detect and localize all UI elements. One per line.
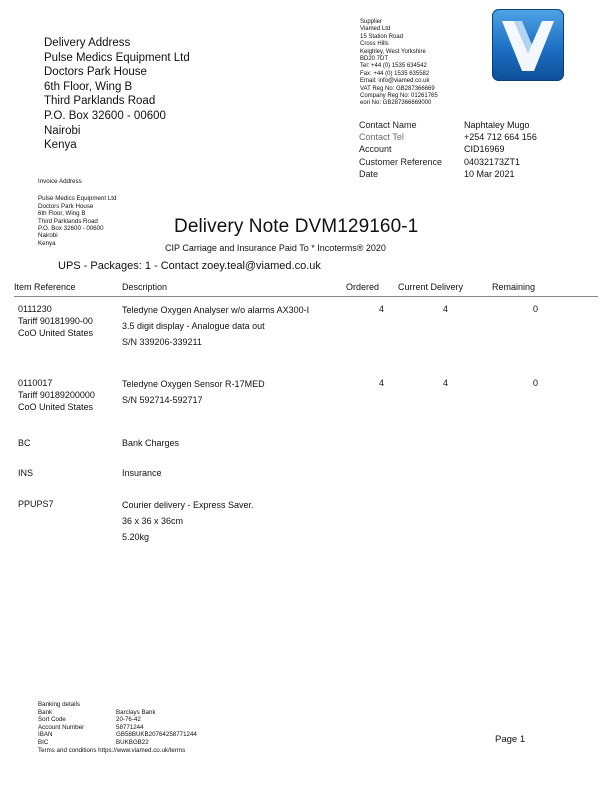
- item-tariff: Tariff 90189200000: [18, 390, 95, 400]
- supplier-line: Fax: +44 (0) 1535 635582: [360, 70, 430, 77]
- delivery-address-line: 6th Floor, Wing B: [44, 80, 133, 93]
- supplier-line: Viamed Ltd: [360, 26, 391, 33]
- delivery-address-label: Delivery Address: [44, 37, 131, 49]
- invoice-address-line: Kenya: [38, 239, 56, 247]
- supplier-details: [360, 19, 438, 108]
- row-item-reference: BC: [18, 438, 31, 448]
- delivery-address-line: Nairobi: [44, 124, 81, 137]
- supplier-line: 15 Station Road: [360, 33, 404, 40]
- item-origin: CoO United States: [18, 328, 94, 338]
- row-current-delivery: 4: [442, 378, 448, 388]
- header-divider: [14, 296, 598, 297]
- row-description: [122, 303, 309, 349]
- page-number: Page 1: [495, 734, 526, 745]
- invoice-address-line: 6th Floor, Wing B: [38, 210, 86, 218]
- viamed-logo: [492, 9, 564, 81]
- contact-name-value: Naphtaley Mugo: [464, 120, 530, 130]
- row-item-reference: INS: [18, 468, 34, 478]
- iban-value: GB58BUKB20764258771244: [116, 731, 197, 739]
- desc-line: 36 x 36 x 36cm: [122, 516, 184, 526]
- bic-key: BIC: [38, 738, 49, 746]
- desc-line: S/N 339206-339211: [122, 337, 202, 347]
- delivery-address-line: Third Parklands Road: [44, 95, 156, 108]
- incoterms-text: CIP Carriage and Insurance Paid To * Incoterms® 2020: [165, 243, 386, 253]
- account-number-key: Account Number: [38, 723, 85, 731]
- supplier-line: Tel: +44 (0) 1535 634542: [360, 63, 427, 70]
- sort-code-value: 20-76-42: [116, 716, 141, 724]
- contact-tel-label: Contact Tel: [359, 132, 404, 143]
- supplier-line: Cross Hills: [360, 41, 389, 48]
- invoice-address-line: Pulse Medics Equipment Ltd: [38, 195, 117, 203]
- banking-details-label: Banking details: [38, 701, 80, 708]
- supplier-line: BD20 7DT: [360, 56, 389, 63]
- col-header-ordered: Ordered: [346, 282, 380, 292]
- date-value: 10 Mar 2021: [464, 168, 515, 179]
- row-remaining: 0: [532, 378, 538, 388]
- delivery-address-line: P.O. Box 32600 - 00600: [44, 109, 166, 122]
- contact-details: [359, 119, 564, 180]
- item-origin: CoO United States: [18, 402, 94, 412]
- row-item-reference: PPUPS7: [18, 499, 54, 509]
- account-number-value: 58771244: [116, 723, 144, 731]
- item-tariff: Tariff 90181990-00: [18, 316, 93, 326]
- viamed-logo-mark-icon: [492, 9, 564, 81]
- delivery-address: [44, 36, 190, 153]
- bank-key: Bank: [38, 708, 53, 716]
- invoice-address-line: Doctors Park House: [38, 202, 94, 210]
- row-ordered: 4: [378, 378, 384, 388]
- account-label: Account: [359, 144, 392, 155]
- contact-tel-value: +254 712 664 156: [464, 132, 537, 143]
- banking-details: [38, 701, 256, 754]
- invoice-address: [38, 178, 116, 247]
- desc-line: Courier delivery - Express Saver.: [122, 500, 254, 510]
- item-code: 0111230: [18, 304, 52, 314]
- desc-line: Teledyne Oxygen Sensor R-17MED: [122, 379, 265, 389]
- row-description: [122, 498, 254, 544]
- row-item-reference: [18, 303, 93, 339]
- col-header-item: Item Reference: [14, 282, 76, 292]
- desc-line: Teledyne Oxygen Analyser w/o alarms AX300-I: [122, 305, 310, 315]
- desc-line: 3.5 digit display - Analogue data out: [122, 321, 265, 331]
- supplier-line: Keighley, West Yorkshire: [360, 48, 426, 55]
- row-ordered: 4: [378, 304, 384, 314]
- desc-line: S/N 592714-592717: [122, 395, 203, 405]
- supplier-line: Company Reg No: 01261765: [360, 93, 438, 100]
- supplier-line: Supplier: [360, 19, 383, 25]
- item-code: 0110017: [18, 378, 53, 388]
- row-current-delivery: 4: [442, 304, 448, 314]
- sort-code-key: Sort Code: [38, 716, 66, 724]
- supplier-line: Email: info@viamed.co.uk: [360, 78, 430, 85]
- document-title: Delivery Note DVM129160-1: [174, 216, 419, 237]
- delivery-address-line: Kenya: [44, 139, 77, 152]
- delivery-address-line: Doctors Park House: [44, 66, 147, 79]
- desc-line: 5.20kg: [122, 532, 150, 542]
- row-item-reference: [18, 377, 95, 413]
- col-header-description: Description: [122, 282, 168, 292]
- invoice-address-label: Invoice Address: [38, 178, 82, 185]
- invoice-address-line: Third Parklands Road: [38, 217, 98, 225]
- customer-reference-label: Customer Reference: [359, 156, 443, 167]
- bank-value: Barclays Bank: [116, 708, 156, 716]
- row-description: Insurance: [122, 468, 162, 478]
- supplier-line: VAT Reg No: GB287366669: [360, 85, 435, 92]
- bic-value: BUKBGB22: [116, 738, 149, 746]
- supplier-line: eori No: GB287366669000: [360, 100, 432, 107]
- terms-link[interactable]: Terms and conditions https://www.viamed.co.uk/terms: [38, 746, 186, 754]
- iban-key: IBAN: [38, 731, 53, 739]
- invoice-address-line: P.O. Box 32600 - 00600: [38, 225, 104, 233]
- row-description: [122, 377, 265, 407]
- customer-reference-value: 04032173ZT1: [464, 156, 521, 167]
- delivery-address-line: Pulse Medics Equipment Ltd: [44, 51, 190, 64]
- row-remaining: 0: [532, 304, 538, 314]
- row-description: Bank Charges: [122, 438, 180, 448]
- date-label: Date: [359, 168, 379, 179]
- shipping-info: UPS - Packages: 1 - Contact zoey.teal@viamed.co.uk: [58, 260, 321, 272]
- col-header-remaining: Remaining: [492, 282, 536, 292]
- col-header-current-delivery: Current Delivery: [398, 282, 464, 292]
- invoice-address-line: Nairobi: [38, 232, 58, 240]
- account-value: CID16969: [464, 144, 505, 155]
- contact-name-label: Contact Name: [359, 120, 417, 130]
